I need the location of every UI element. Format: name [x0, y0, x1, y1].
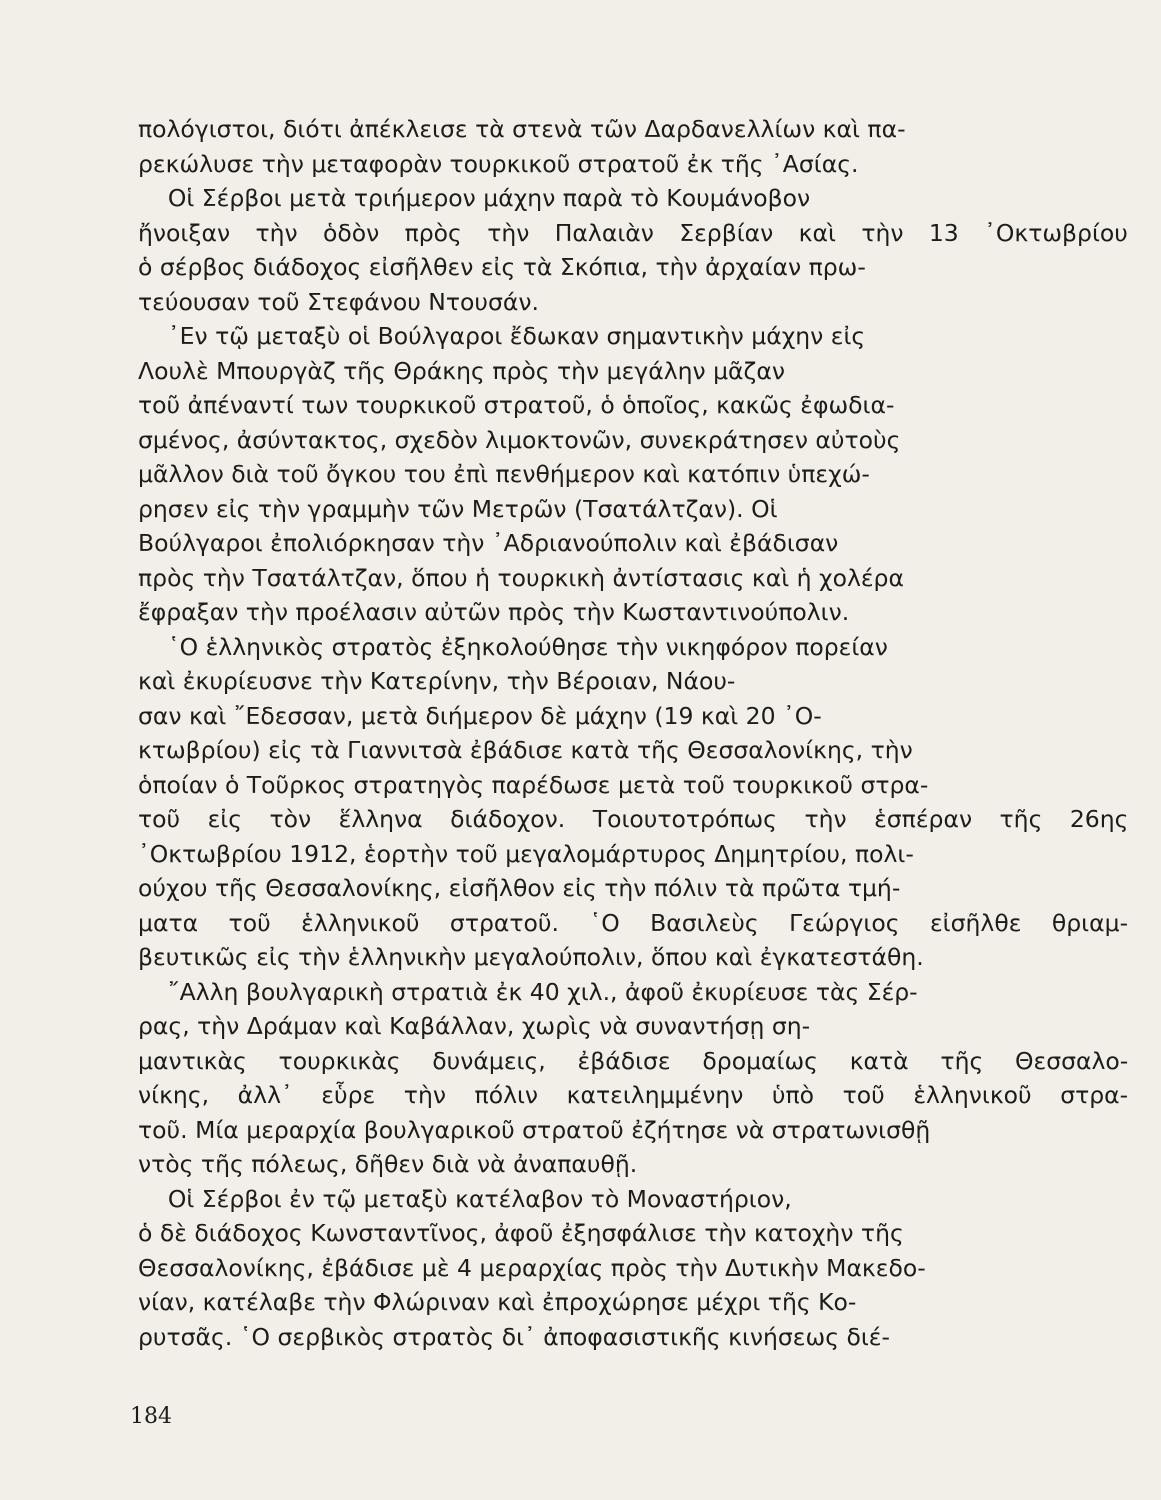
text-line: Λουλὲ Μπουργὰζ τῆς Θράκης πρὸς τὴν μεγάλην μᾶζαν [138, 356, 785, 385]
text-line: ῎Αλλη βουλγαρικὴ στρατιὰ ἐκ 40 χιλ., ἀφοῦ ἐκυρίευσε τὰς Σέρ- [138, 977, 918, 1006]
text-line: ἔφραξαν τὴν προέλασιν αὐτῶν πρὸς τὴν Κωσταντινούπολιν. [138, 598, 850, 626]
text-line: ρεκώλυσε τὴν μεταφορὰν τουρκικοῦ στρατοῦ ἐκ τῆς ᾽Ασίας. [138, 149, 859, 178]
text-line: ρησεν εἰς τὴν γραμμὴν τῶν Μετρῶν (Τσατάλτζαν). Οἱ [138, 494, 778, 523]
text-line: ῾Ο ἑλληνικὸς στρατὸς ἐξηκολούθησε τὴν νικηφόρον πορείαν [138, 632, 888, 661]
text-line: Οἱ Σέρβοι ἐν τῷ μεταξὺ κατέλαβον τὸ Μοναστήριον, [138, 1184, 792, 1213]
text-line: τοῦ εἰς τὸν ἕλληνα διάδοχον. Τοιουτοτρόπως τὴν ἑσπέραν τῆς 26ης [138, 805, 1129, 833]
text-line: καὶ ἐκυρίευσνε τὴν Κατερίνην, τὴν Βέροιαν, Νάου- [138, 667, 736, 695]
text-line: βευτικῶς εἰς τὴν ἑλληνικὴν μεγαλούπολιν, ὅπου καὶ ἐγκατεστάθη. [138, 943, 924, 971]
text-line: ᾽Οκτωβρίου 1912, ἑορτὴν τοῦ μεγαλομάρτυρος Δημητρίου, πολι- [138, 839, 914, 868]
text-line: ᾽Εν τῷ μεταξὺ οἱ Βούλγαροι ἔδωκαν σημαντικὴν μάχην εἰς [138, 322, 866, 350]
text-line: πρὸς τὴν Τσατάλτζαν, ὅπου ἡ τουρκικὴ ἀντίστασις καὶ ἡ χολέρα [138, 563, 904, 592]
text-line: ὁ σέρβος διάδοχος εἰσῆλθεν εἰς τὰ Σκόπια, τὴν ἀρχαίαν πρω- [138, 253, 866, 281]
text-line: ὁ δὲ διάδοχος Κωνσταντῖνος, ἀφοῦ ἐξησφάλισε τὴν κατοχὴν τῆς [138, 1219, 904, 1247]
text-line: μαντικὰς τουρκικὰς δυνάμεις, ἐβάδισε δρομαίως κατὰ τῆς Θεσσαλο- [138, 1046, 1129, 1075]
text-line: κτωβρίου) εἰς τὰ Γιαννιτσὰ ἐβάδισε κατὰ τῆς Θεσσαλονίκης, τὴν [138, 736, 913, 764]
text-line: τοῦ ἀπέναντί των τουρκικοῦ στρατοῦ, ὁ ὁποῖος, κακῶς ἐφωδια- [138, 391, 895, 419]
text-line: ἤνοιξαν τὴν ὁδὸν πρὸς τὴν Παλαιὰν Σερβίαν καὶ τὴν 13 ᾽Οκτωβρίου [138, 218, 1128, 247]
text-line: νίκης, ἀλλ᾽ εὗρε τὴν πόλιν κατειλημμένην ὑπὸ τοῦ ἑλληνικοῦ στρα- [138, 1081, 1129, 1109]
text-line: σμένος, ἀσύντακτος, σχεδὸν λιμοκτονῶν, συνεκράτησεν αὐτοὺς [138, 425, 901, 454]
text-line: μᾶλλον διὰ τοῦ ὄγκου του ἐπὶ πενθήμερον καὶ κατόπιν ὑπεχώ- [138, 460, 870, 488]
body-text [138, 112, 1128, 1354]
text-line: τοῦ. Μία μεραρχία βουλγαρικοῦ στρατοῦ ἐζήτησε νὰ στρατωνισθῇ [138, 1115, 931, 1144]
text-line: ντὸς τῆς πόλεως, δῆθεν διὰ νὰ ἀναπαυθῇ. [138, 1150, 638, 1178]
text-line: Οἱ Σέρβοι μετὰ τριήμερον μάχην παρὰ τὸ Κουμάνοβον [138, 184, 811, 212]
text-line: τεύουσαν τοῦ Στεφάνου Ντουσάν. [138, 287, 539, 316]
text-line: Θεσσαλονίκης, ἐβάδισε μὲ 4 μεραρχίας πρὸς τὴν Δυτικὴν Μακεδο- [138, 1253, 926, 1282]
text-line: πολόγιστοι, διότι ἀπέκλεισε τὰ στενὰ τῶν Δαρδανελλίων καὶ πα- [138, 115, 906, 143]
text-line: ούχου τῆς Θεσσαλονίκης, εἰσῆλθον εἰς τὴν πόλιν τὰ πρῶτα τμή- [138, 874, 901, 902]
page-number: 184 [130, 1404, 172, 1429]
text-line: ρας, τὴν Δράμαν καὶ Καβάλλαν, χωρὶς νὰ συναντήσῃ ση- [138, 1012, 811, 1040]
text-line: Βούλγαροι ἐπολιόρκησαν τὴν ᾽Αδριανούπολιν καὶ ἐβάδισαν [138, 529, 839, 557]
text-line: ρυτσᾶς. ῾Ο σερβικὸς στρατὸς δι᾽ ἀποφασιστικῆς κινήσεως διέ- [138, 1322, 890, 1351]
text-line: σαν καὶ ῎Εδεσσαν, μετὰ διήμερον δὲ μάχην (19 καὶ 20 ᾽Ο- [138, 701, 822, 730]
text-line: νίαν, κατέλαβε τὴν Φλώριναν καὶ ἐπροχώρησε μέχρι τῆς Κο- [138, 1288, 857, 1316]
text-line: ματα τοῦ ἑλληνικοῦ στρατοῦ. ῾Ο Βασιλεὺς Γεώργιος εἰσῆλθε θριαμ- [138, 908, 1129, 937]
text-line: ὁποίαν ὁ Τοῦρκος στρατηγὸς παρέδωσε μετὰ τοῦ τουρκικοῦ στρα- [138, 770, 929, 799]
